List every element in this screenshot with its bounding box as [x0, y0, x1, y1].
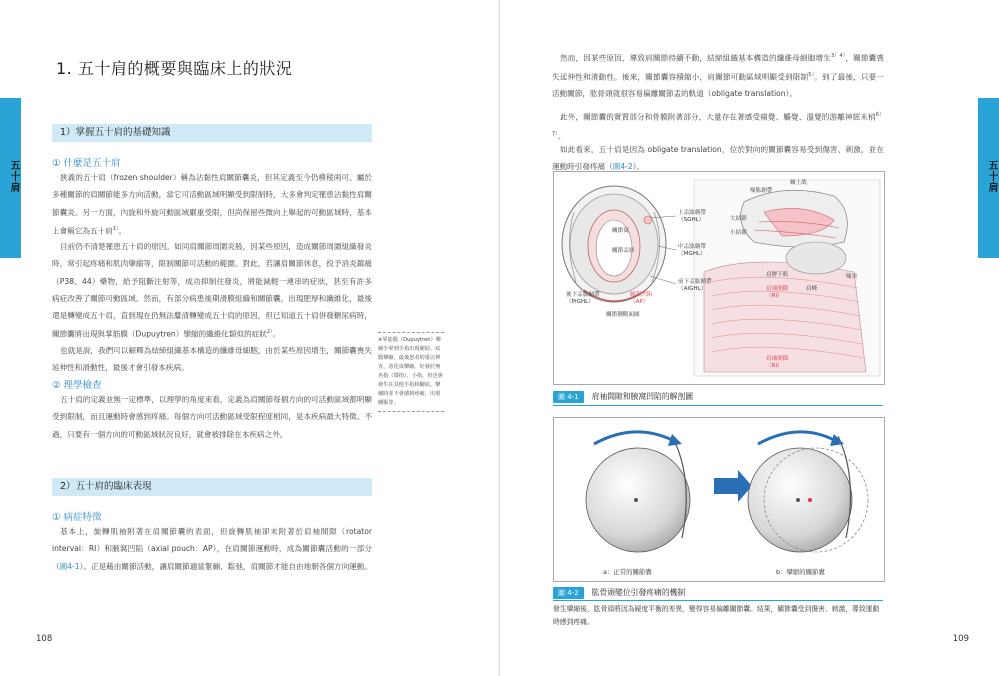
figure-4-2-caption: 圖 4-2 肱骨頭變位引發疼痛的機制	[553, 587, 685, 599]
label-subscapularis: 肩胛下肌	[766, 272, 789, 278]
figure-4-1-illustration	[554, 172, 884, 384]
chapter-tab-left	[0, 98, 21, 258]
subheading-exam: ② 理學檢查	[52, 380, 102, 391]
label-aighl: 前下盂肱韌帶 （AIGHL）	[678, 279, 712, 292]
label-supraspinatus: 棘上肌	[790, 180, 807, 186]
figure-4-2-note: 發生攣縮後，肱骨頭將因為硬度平衡的差異，變得容易偏離關節囊。結果，關節囊受到傷害、刺激，導致運動時感到疼痛。	[553, 605, 880, 626]
paragraph-obligate-translation: 如此看來，五十肩是因為 obligate translation，位於對向的關節囊容易受到傷害、刺激，並在運動時引發疼痛（圖4-2）。	[552, 145, 884, 171]
label-pighl: 後下盂肱韌帶 （PIGHL）	[566, 292, 600, 305]
figure-reference-4-1[interactable]: 圖4-1	[59, 561, 80, 571]
chapter-tab-label: 五十肩	[8, 160, 19, 193]
paragraph-fibroblast: 然而，因某些原因，導致肩關節持續不動，結締組織基本構造的纖維母細胞增生$^{3)4)}$，關節囊喪失延伸性和滑動性。後來，關節囊容積縮小，肩關節可動區域明顯受到限制$^{5)}$。到了最後，只要一活動關節，肱骨頭就很容易偏離關節盂的軌道（obligate translation）。	[552, 53, 884, 99]
figure-4-2-label-b: b：攣縮的關節囊	[776, 568, 825, 576]
label-glenoid: 關節窩	[612, 228, 629, 234]
label-lesser-tubercle: 小結節	[730, 230, 747, 236]
label-coracohumeral: 喙肱韌帶	[750, 188, 773, 194]
figure-4-2-rule	[553, 600, 883, 601]
side-note-dupuytren: ※掌筋膜（Dupuytren）攣縮手掌到手指出現硬結、底膜攣縮，最後患者的重以伸直，惡化成攣縮。好發於無名指（環指）、小指，但也會發生在其他手指和腳底。攣縮時並不會感到疼痛，出現腫脹等。	[378, 332, 444, 412]
label-capsule-view: 關節側側面圖	[606, 312, 640, 318]
paragraph-exam: 五十肩的定義並無一定標準，以理學的角度來看，定義為肩關節每個方向的可活動區域都明顯受到限制，而且運動時會感到疼痛。每個方向可活動區域受限程度相同，是本疾病最大特徵。不過，只要有一個方向的可動區域狀況良好，就會被排除在本疾病之外。	[52, 395, 372, 439]
figure-4-1-caption: 圖 4-1 肩袖間隙和腋窩凹陷的解剖圖	[553, 391, 693, 403]
left-page	[0, 0, 499, 676]
figure-4-1-tag: 圖 4-1	[553, 391, 584, 403]
label-labrum: 關節盂唇	[612, 248, 635, 254]
label-rotator-interval-bottom: 肩袖間隙 （RI）	[766, 356, 789, 369]
paragraph-features: 基本上，旋轉肌袖附著在肩關節囊的表面，但旋轉肌袖卻未附著於肩袖間隙（rotator interval：RI）和腋窩凹陷（axial pouch：AP），在肩關節運動時，成為關節囊活動的一部分（圖4-1）。正是藉由關節活動，讓肩關節適當緊繃、鬆弛，肩關節才能自由地朝各個方向運動。	[52, 527, 372, 571]
paragraph-nerve-endings: 此外，關節囊的實質部分和骨膜附著部分，大量存在著感受痛覺、觸覺、溫覺的游離神經末梢$^{6)7)}$。	[552, 112, 884, 141]
figure-4-2-tag: 圖 4-2	[553, 587, 584, 599]
chapter-tab-label: 五十肩	[986, 160, 997, 193]
label-acromion: 肩峰	[806, 286, 818, 292]
label-greater-tubercle: 大結節	[730, 216, 747, 222]
chapter-tab-right	[978, 98, 999, 258]
chapter-title: 1. 五十肩的概要與臨床上的狀況	[56, 59, 293, 78]
label-rotator-interval-top: 肩袖間隙 （RI）	[766, 286, 789, 299]
figure-4-2-frame	[553, 417, 885, 582]
figure-4-1-rule	[553, 405, 883, 406]
label-mghl: 中盂肱韌帶 （MGHL）	[678, 244, 706, 257]
label-axial-pouch: 腋窩凹陷 （AP）	[630, 292, 653, 305]
label-coracoid: 喙突	[846, 274, 858, 280]
page-number-right: 109	[952, 634, 969, 644]
page-number-left: 108	[36, 634, 53, 644]
figure-4-2-illustration	[554, 418, 884, 581]
paragraph-summary: 也就是說，我們可以解釋為結締組織基本構造的纖維母細胞，由於某些原因增生，關節囊喪失延伸性和滑動性，最後才會引發本疾病。	[52, 346, 372, 373]
figure-4-2-label-a: a：正常的關節囊	[603, 568, 652, 576]
subheading-features: ① 病症特徵	[52, 512, 102, 523]
figure-4-1-frame	[553, 171, 885, 385]
label-sghl: 上盂肱韌帶 （SGHL）	[678, 210, 706, 223]
figure-reference-4-2[interactable]: 圖4-2	[612, 162, 633, 171]
section-heading-clinical: 2）五十肩的臨床表現	[52, 478, 372, 496]
paragraph-definition: 狹義的五十肩（frozen shoulder）稱為沾黏性肩關節囊炎，但其定義至今仍模稜兩可。屬於多種關節的肩關節能多方向活動，當它可活動區域明顯受到限制時，大多會判定罹患沾黏性肩關節囊炎。另一方面，內旋和外旋可動區域嚴重受限，但尚保留些微向上舉起的可動區域時，基本上會稱它為五十肩$^{1)}$。	[52, 173, 372, 236]
section-heading-basics: 1）掌握五十肩的基礎知識	[52, 124, 372, 142]
subheading-what-is: ① 什麼是五十肩	[52, 158, 121, 169]
paragraph-cause: 目前仍不清楚罹患五十肩的原因。如同肩關節周圍炎般，因某些原因，造成關節周圍組織發炎時，常引起疼痛和肌肉攣縮等，限制關節可活動的範圍。對此，若讓肩關節休息，投予消炎鎮痛（P38、44）藥物，給予阻斷注射等，成功抑制住發炎，將能減輕一連串的症狀，甚至有許多病症改善了關節可動區域。然而，有部分病患後期滑膜組織和關節囊，出現肥厚和纖維化，最後還是轉變成五十肩，直到現在仍無法釐清轉變成五十肩的原因，但已知道五十肩併發糖尿病時，關節囊將出現與掌筋膜（Dupuytren）攣縮的纖維化類似的症狀$^{2)}$。	[52, 242, 372, 340]
